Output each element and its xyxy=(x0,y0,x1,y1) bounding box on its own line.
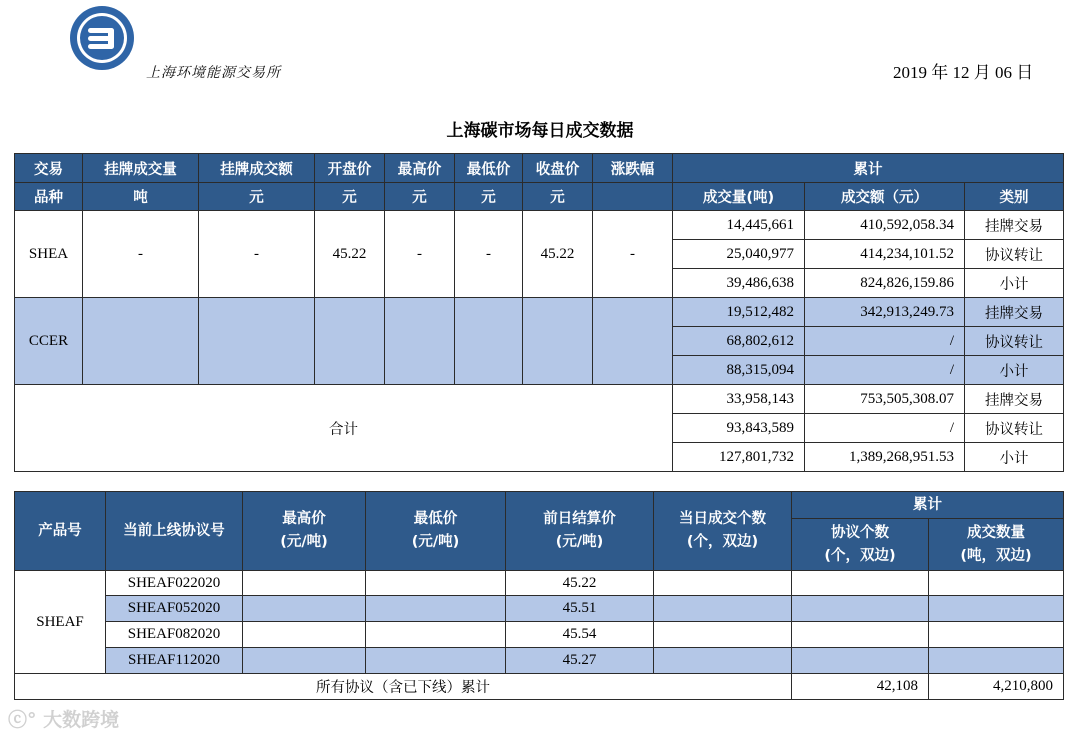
header-contract: 当前上线协议号 xyxy=(106,492,243,571)
header-open: 开盘价 xyxy=(315,154,385,183)
unit-yuan: 元 xyxy=(385,183,455,211)
ccer-empty-cell xyxy=(83,298,199,385)
unit-yuan: 元 xyxy=(199,183,315,211)
header-cum-amount: 成交额（元） xyxy=(805,183,965,211)
contract-1-count xyxy=(792,596,929,622)
unit-yuan: 元 xyxy=(315,183,385,211)
ccer-amount-0: 342,913,249.73 xyxy=(805,298,965,327)
header-cum-volume: 成交量(吨) xyxy=(673,183,805,211)
contract-0-count xyxy=(792,571,929,596)
shea-amount-2: 824,826,159.86 xyxy=(805,269,965,298)
total-label: 合计 xyxy=(15,385,673,472)
shea-type-1: 协议转让 xyxy=(965,240,1064,269)
shea-volume-1: 25,040,977 xyxy=(673,240,805,269)
shea-open: 45.22 xyxy=(315,211,385,298)
contract-3-daily xyxy=(654,648,792,674)
contract-3-count xyxy=(792,648,929,674)
header-cum-count: 协议个数 (个，双边) xyxy=(792,519,929,571)
watermark-icon: ⓒ° xyxy=(8,709,37,731)
watermark: ⓒ° 大数跨境 xyxy=(8,709,120,731)
header-change: 涨跌幅 xyxy=(593,154,673,183)
report-date: 2019 年 12 月 06 日 xyxy=(893,63,1034,82)
shea-listed-volume: - xyxy=(83,211,199,298)
contract-0-settle: 45.22 xyxy=(506,571,654,596)
contract-2: SHEAF082020 xyxy=(106,622,243,648)
logo-text: 上海环境能源交易所 xyxy=(146,65,281,81)
contract-1: SHEAF052020 xyxy=(106,596,243,622)
contract-0-daily xyxy=(654,571,792,596)
variety-ccer: CCER xyxy=(15,298,83,385)
contract-3-high xyxy=(243,648,366,674)
header-variety-2: 品种 xyxy=(15,183,83,211)
ccer-type-1: 协议转让 xyxy=(965,327,1064,356)
daily-trading-table xyxy=(14,153,1064,472)
ccer-empty-cell xyxy=(199,298,315,385)
total-volume-2: 127,801,732 xyxy=(673,443,805,472)
total-type-2: 小计 xyxy=(965,443,1064,472)
page-title: 上海碳市场每日成交数据 xyxy=(446,121,634,141)
contract-3-settle: 45.27 xyxy=(506,648,654,674)
header-listed-volume: 挂牌成交量 xyxy=(83,154,199,183)
contract-0-high xyxy=(243,571,366,596)
contract-1-qty xyxy=(929,596,1064,622)
total-amount-0: 753,505,308.07 xyxy=(805,385,965,414)
header-daily-count: 当日成交个数 (个，双边) xyxy=(654,492,792,571)
shea-type-0: 挂牌交易 xyxy=(965,211,1064,240)
contract-0-qty xyxy=(929,571,1064,596)
total-amount-2: 1,389,268,951.53 xyxy=(805,443,965,472)
total-volume-0: 33,958,143 xyxy=(673,385,805,414)
contract-0: SHEAF022020 xyxy=(106,571,243,596)
futures-contract-table xyxy=(14,491,1064,700)
shea-low: - xyxy=(455,211,523,298)
ccer-empty-cell xyxy=(593,298,673,385)
shea-close: 45.22 xyxy=(523,211,593,298)
total-volume-1: 93,843,589 xyxy=(673,414,805,443)
ccer-type-2: 小计 xyxy=(965,356,1064,385)
all-contracts-total-label: 所有协议（含已下线）累计 xyxy=(15,674,792,700)
header-listed-amount: 挂牌成交额 xyxy=(199,154,315,183)
total-type-1: 协议转让 xyxy=(965,414,1064,443)
contract-3-low xyxy=(366,648,506,674)
contract-2-high xyxy=(243,622,366,648)
contract-1-low xyxy=(366,596,506,622)
contract-3: SHEAF112020 xyxy=(106,648,243,674)
all-contracts-qty: 4,210,800 xyxy=(929,674,1064,700)
ccer-empty-cell xyxy=(315,298,385,385)
exchange-logo xyxy=(68,4,136,72)
contract-2-low xyxy=(366,622,506,648)
header-category: 类别 xyxy=(965,183,1064,211)
contract-0-low xyxy=(366,571,506,596)
ccer-empty-cell xyxy=(523,298,593,385)
ccer-empty-cell xyxy=(455,298,523,385)
header-cum-qty: 成交数量 (吨，双边) xyxy=(929,519,1064,571)
unit-yuan: 元 xyxy=(523,183,593,211)
product-sheaf: SHEAF xyxy=(15,571,106,674)
header-high-price: 最高价 (元/吨) xyxy=(243,492,366,571)
shea-volume-2: 39,486,638 xyxy=(673,269,805,298)
unit-empty xyxy=(593,183,673,211)
contract-1-daily xyxy=(654,596,792,622)
header-cumulative-2: 累计 xyxy=(792,492,1064,519)
ccer-amount-1: / xyxy=(805,327,965,356)
shea-type-2: 小计 xyxy=(965,269,1064,298)
contract-1-high xyxy=(243,596,366,622)
ccer-amount-2: / xyxy=(805,356,965,385)
ccer-volume-2: 88,315,094 xyxy=(673,356,805,385)
total-amount-1: / xyxy=(805,414,965,443)
ccer-volume-0: 19,512,482 xyxy=(673,298,805,327)
unit-ton: 吨 xyxy=(83,183,199,211)
ccer-volume-1: 68,802,612 xyxy=(673,327,805,356)
shea-amount-1: 414,234,101.52 xyxy=(805,240,965,269)
ccer-type-0: 挂牌交易 xyxy=(965,298,1064,327)
header-cumulative: 累计 xyxy=(673,154,1064,183)
ccer-empty-cell xyxy=(385,298,455,385)
header-close: 收盘价 xyxy=(523,154,593,183)
variety-shea: SHEA xyxy=(15,211,83,298)
contract-3-qty xyxy=(929,648,1064,674)
header-settle-price: 前日结算价 (元/吨) xyxy=(506,492,654,571)
header-low-price: 最低价 (元/吨) xyxy=(366,492,506,571)
shea-listed-amount: - xyxy=(199,211,315,298)
total-type-0: 挂牌交易 xyxy=(965,385,1064,414)
shea-amount-0: 410,592,058.34 xyxy=(805,211,965,240)
all-contracts-count: 42,108 xyxy=(792,674,929,700)
shea-high: - xyxy=(385,211,455,298)
unit-yuan: 元 xyxy=(455,183,523,211)
header-variety-1: 交易 xyxy=(15,154,83,183)
contract-1-settle: 45.51 xyxy=(506,596,654,622)
contract-2-count xyxy=(792,622,929,648)
shea-change: - xyxy=(593,211,673,298)
header-high: 最高价 xyxy=(385,154,455,183)
contract-2-daily xyxy=(654,622,792,648)
contract-2-settle: 45.54 xyxy=(506,622,654,648)
shea-volume-0: 14,445,661 xyxy=(673,211,805,240)
header-product: 产品号 xyxy=(15,492,106,571)
contract-2-qty xyxy=(929,622,1064,648)
header-low: 最低价 xyxy=(455,154,523,183)
